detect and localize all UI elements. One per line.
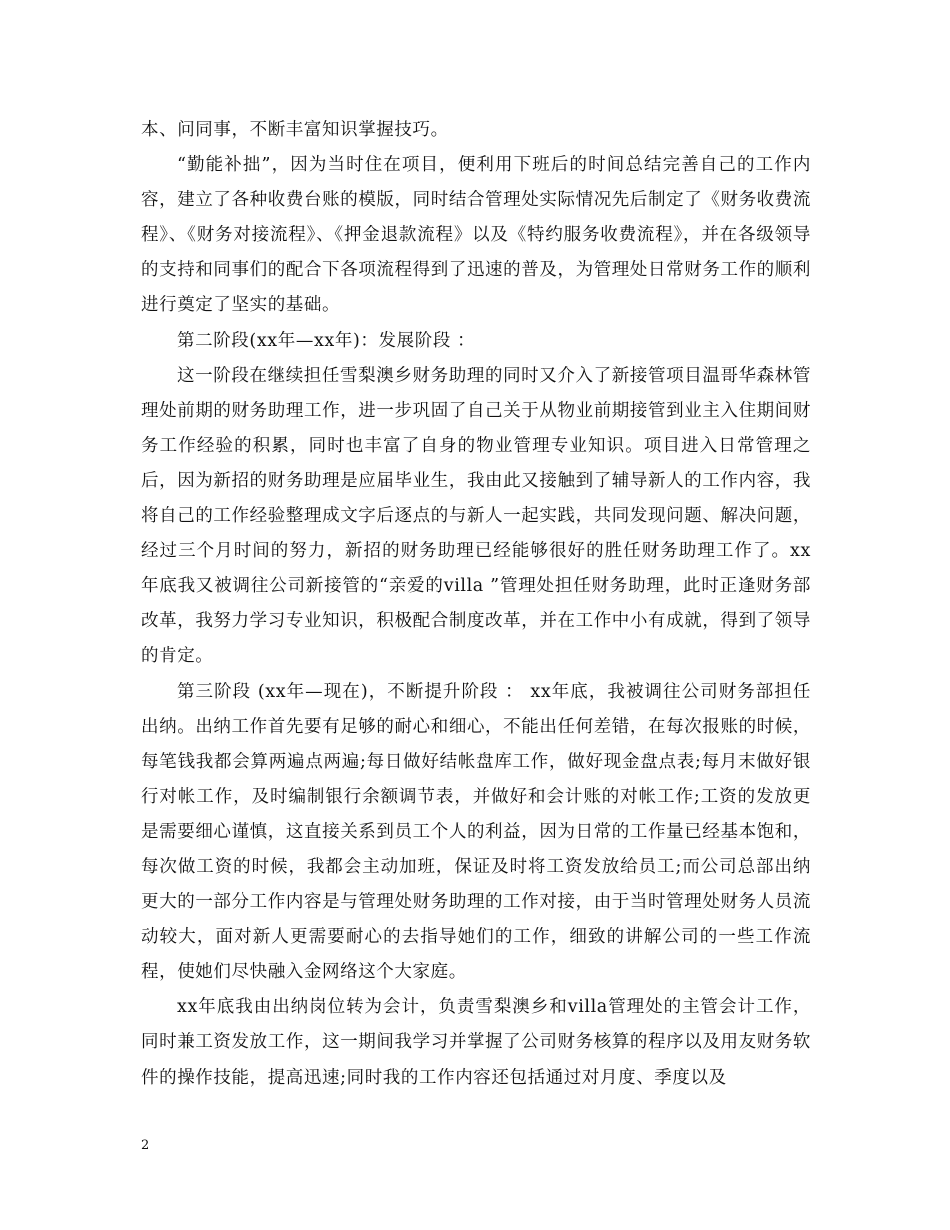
paragraph: “勤能补拙”，因为当时住在项目，便利用下班后的时间总结完善自己的工作内容，建立了各种收费台账的模版，同时结合管理处实际情况先后制定了《财务收费流程》、《财务对接流程》、《押金退款流程》以及《特约服务收费流程》，并在各级领导的支持和同事们的配合下各项流程得到了迅速的普及，为管理处日常财务工作的顺利进行奠定了坚实的基础。 [141, 155, 811, 316]
paragraph: 第三阶段 (xx年—现在)，不断提升阶段 ： xx年底，我被调往公司财务部担任出纳。出纳工作首先要有足够的耐心和细心，不能出任何差错，在每次报账的时候，每笔钱我都会算两遍点两遍;每日做好结帐盘库工作，做好现金盘点表;每月末做好银行对帐工作，及时编制银行余额调节表，并做好和会计账的对帐工作;工资的发放更是需要细心谨慎，这直接关系到员工个人的利益，因为日常的工作量已经基本饱和，每次做工资的时候，我都会主动加班，保证及时将工资发放给员工;而公司总部出纳更大的一部分工作内容是与管理处财务助理的工作对接，由于当时管理处财务人员流动较大，面对新人更需要耐心的去指导她们的工作，细致的讲解公司的一些工作流程，使她们尽快融入金网络这个大家庭。 [141, 681, 811, 983]
page-number: 2 [141, 1138, 150, 1153]
section-heading: 第二阶段(xx年—xx年)：发展阶段 ： [177, 330, 476, 351]
paragraph: xx年底我由出纳岗位转为会计，负责雪梨澳乡和villa管理处的主管会计工作，同时兼工资发放工作，这一期间我学习并掌握了公司财务核算的程序以及用友财务软件的操作技能，提高迅速;同时我的工作内容还包括通过对月度、季度以及 [141, 997, 811, 1088]
body-text [141, 113, 811, 1096]
paragraph: 这一阶段在继续担任雪梨澳乡财务助理的同时又介入了新接管项目温哥华森林管理处前期的财务助理工作，进一步巩固了自己关于从物业前期接管到业主入住期间财务工作经验的积累，同时也丰富了自身的物业管理专业知识。项目进入日常管理之后，因为新招的财务助理是应届毕业生，我由此又接触到了辅导新人的工作内容，我将自己的工作经验整理成文字后逐点的与新人一起实践，共同发现问题、解决问题，经过三个月时间的努力，新招的财务助理已经能够很好的胜任财务助理工作了。xx年底我又被调往公司新接管的“亲爱的villa ”管理处担任财务助理，此时正逢财务部改革，我努力学习专业知识，积极配合制度改革，并在工作中小有成就，得到了领导的肯定。 [141, 365, 811, 667]
paragraph: 本、问同事，不断丰富知识掌握技巧。 [141, 120, 449, 140]
